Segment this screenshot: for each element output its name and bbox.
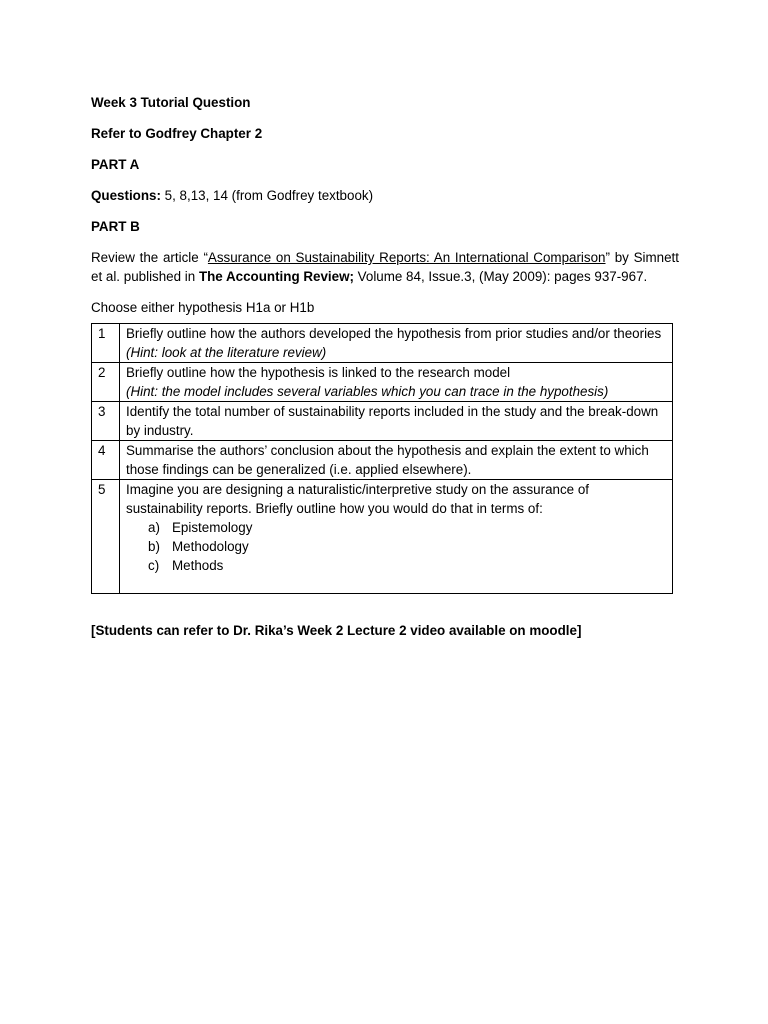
task-cell (120, 480, 673, 594)
table-row (92, 402, 673, 441)
task-text: Briefly outline how the hypothesis is linked to the research model (126, 365, 511, 380)
questions-text: 5, 8,13, 14 (from Godfrey textbook) (160, 188, 374, 203)
task-hint: (Hint: the model includes several variables which you can trace in the hypothesis) (126, 384, 609, 399)
task-number: 3 (92, 402, 120, 441)
task-number: 5 (92, 480, 120, 594)
task-text: Briefly outline how the authors developed the hypothesis from prior studies and/or theories (126, 326, 662, 341)
option-text: Methods (172, 558, 224, 573)
article-title: Assurance on Sustainability Reports: An International Comparison (207, 250, 606, 265)
task-cell (120, 363, 673, 402)
task-number: 4 (92, 441, 120, 480)
review-mid: ” by Simnett et al. published in (91, 250, 679, 284)
task-cell (120, 402, 673, 441)
task-table (91, 323, 673, 594)
review-paragraph (91, 248, 679, 286)
table-row (92, 441, 673, 480)
option-label: c) (148, 558, 160, 573)
list-item (148, 518, 666, 537)
option-label: b) (148, 539, 160, 554)
footer-note: [Students can refer to Dr. Rika’s Week 2 Lecture 2 video available on moodle] (91, 623, 582, 638)
document-body (91, 93, 681, 640)
table-row (92, 480, 673, 594)
task-text: Identify the total number of sustainability reports included in the study and the break-down by industry. (126, 404, 659, 438)
part-b-heading: PART B (91, 219, 140, 234)
task-cell (120, 324, 673, 363)
task-text: Summarise the authors’ conclusion about the hypothesis and explain the extent to which those findings can be generalized (i.e. applied elsewhere). (126, 443, 649, 477)
list-item (148, 537, 666, 556)
choose-hypothesis: Choose either hypothesis H1a or H1b (91, 300, 315, 315)
task-text: Imagine you are designing a naturalistic/interpretive study on the assurance of sustainability reports. Briefly outline how you would do that in terms of: (126, 482, 589, 516)
option-text: Methodology (172, 539, 249, 554)
journal-name: The Accounting Review; (198, 269, 354, 284)
part-a-heading: PART A (91, 157, 140, 172)
task-number: 2 (92, 363, 120, 402)
questions-label: Questions: (91, 188, 161, 203)
table-row (92, 324, 673, 363)
task-hint: (Hint: look at the literature review) (126, 345, 327, 360)
option-text: Epistemology (172, 520, 253, 535)
list-item (148, 556, 666, 575)
table-row (92, 363, 673, 402)
option-list (126, 518, 666, 575)
task-number: 1 (92, 324, 120, 363)
option-label: a) (148, 520, 160, 535)
task-cell (120, 441, 673, 480)
review-suffix: Volume 84, Issue.3, (May 2009): pages 937-967. (353, 269, 648, 284)
document-title: Week 3 Tutorial Question (91, 95, 251, 110)
review-prefix: Review the article “ (91, 250, 208, 265)
reference-line: Refer to Godfrey Chapter 2 (91, 126, 263, 141)
questions-line (91, 186, 681, 205)
